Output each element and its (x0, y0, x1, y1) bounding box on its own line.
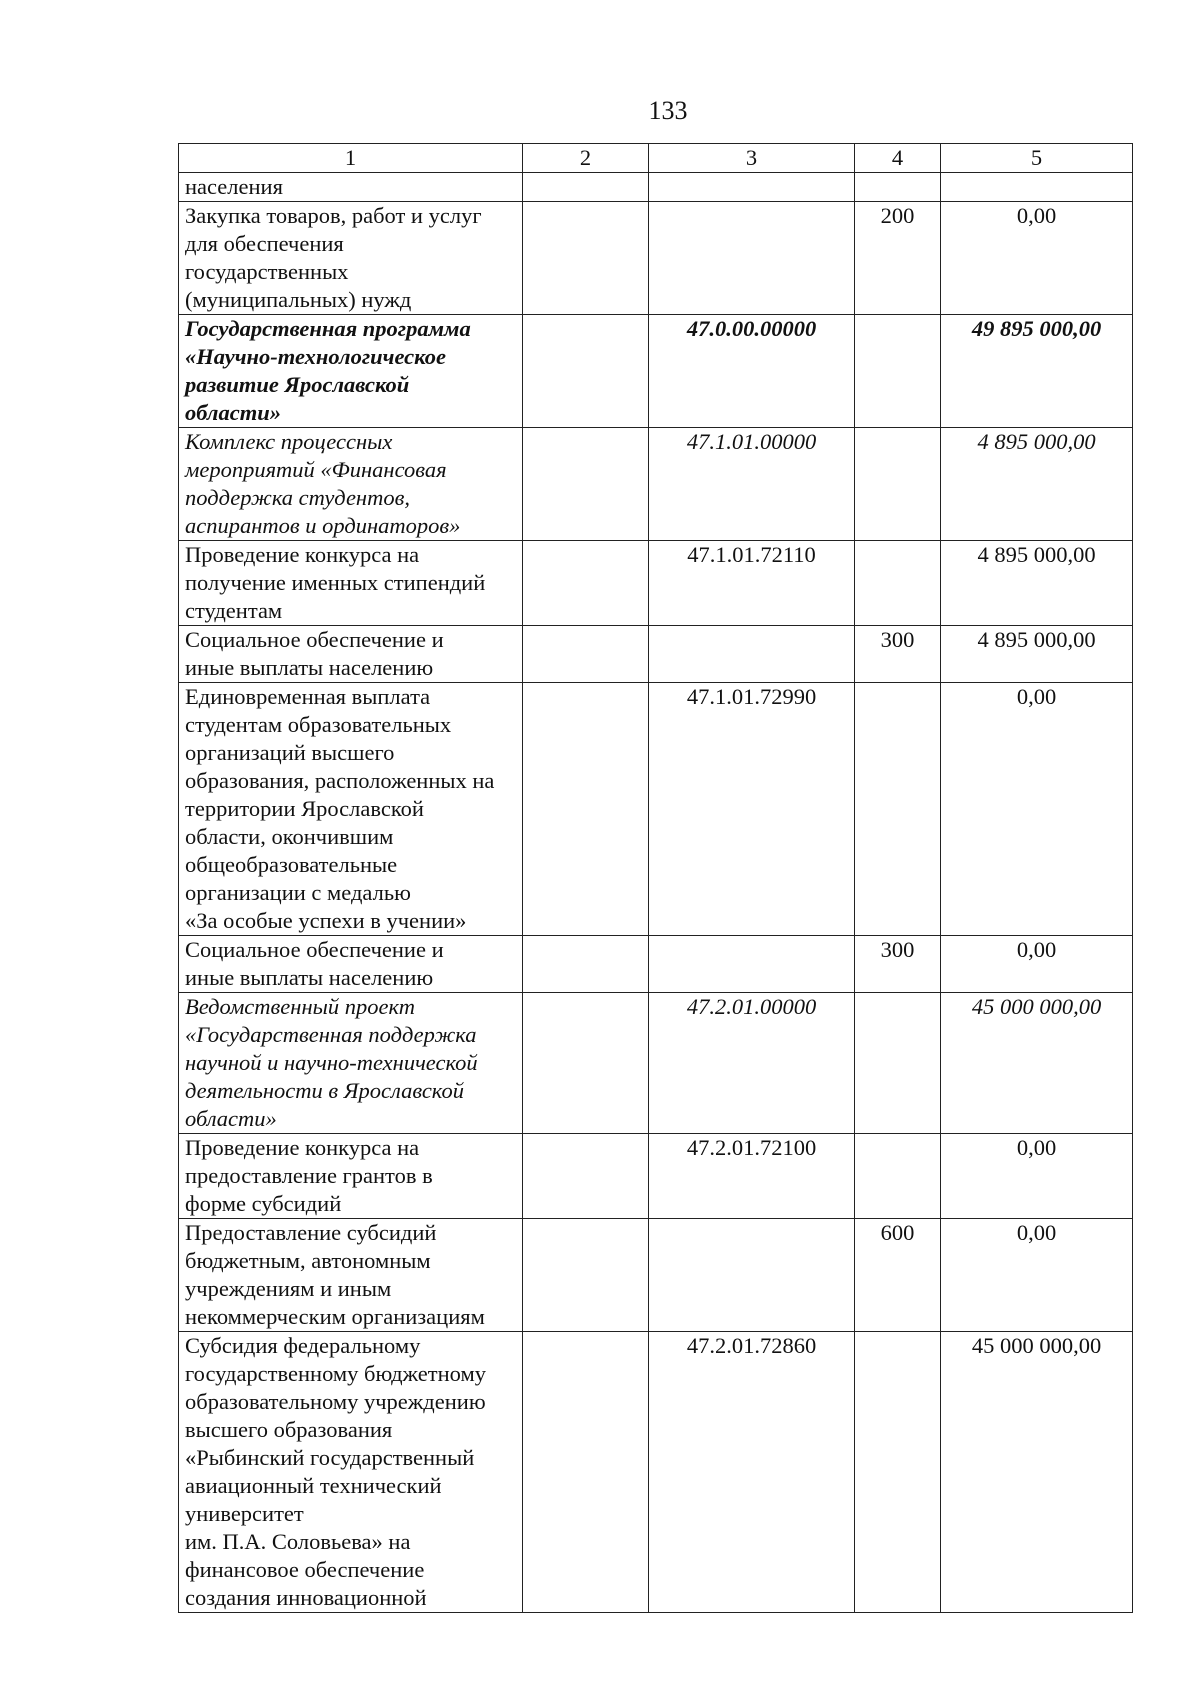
row-name-cell: Государственная программа «Научно-технологическое развитие Ярославской области» (179, 315, 523, 428)
row-code-cell (649, 626, 855, 683)
row-amount-cell: 0,00 (941, 936, 1133, 993)
row-amount-cell: 0,00 (941, 683, 1133, 936)
row-amount-cell: 45 000 000,00 (941, 1332, 1133, 1613)
row-name-cell: Ведомственный проект «Государственная поддержка научной и научно-технической деятельности в Ярославской области» (179, 993, 523, 1134)
row-name-cell: Проведение конкурса на получение именных стипендий студентам (179, 541, 523, 626)
row-type-cell (855, 428, 941, 541)
row-amount-cell: 4 895 000,00 (941, 428, 1133, 541)
row-type-cell (855, 541, 941, 626)
row-name-cell: Закупка товаров, работ и услуг для обеспечения государственных (муниципальных) нужд (179, 202, 523, 315)
row-type-cell: 200 (855, 202, 941, 315)
table-body (179, 173, 1133, 1613)
row-type-cell (855, 173, 941, 202)
row-code-cell: 47.0.00.00000 (649, 315, 855, 428)
row-amount-cell: 0,00 (941, 1219, 1133, 1332)
row-name-cell: Социальное обеспечение и иные выплаты населению (179, 936, 523, 993)
table-row (179, 173, 1133, 202)
row-name-cell: Единовременная выплата студентам образовательных организаций высшего образования, расположенных на территории Ярославской области, окончившим общеобразовательные организации с медалью «За особые успехи в учении» (179, 683, 523, 936)
row-amount-cell: 4 895 000,00 (941, 541, 1133, 626)
row-code-cell (649, 1219, 855, 1332)
row-amount-cell: 49 895 000,00 (941, 315, 1133, 428)
column-header-1: 1 (179, 144, 523, 173)
row-name-cell: Предоставление субсидий бюджетным, автономным учреждениям и иным некоммерческим организациям (179, 1219, 523, 1332)
row-column2-cell (523, 936, 649, 993)
table-row (179, 936, 1133, 993)
page-number: 133 (648, 96, 688, 125)
table-row (179, 202, 1133, 315)
table-row (179, 626, 1133, 683)
row-column2-cell (523, 1332, 649, 1613)
column-header-2: 2 (523, 144, 649, 173)
row-code-cell: 47.2.01.72100 (649, 1134, 855, 1219)
table-row (179, 1134, 1133, 1219)
row-type-cell: 300 (855, 936, 941, 993)
row-type-cell (855, 315, 941, 428)
table-row (179, 541, 1133, 626)
row-column2-cell (523, 541, 649, 626)
row-column2-cell (523, 1134, 649, 1219)
row-type-cell (855, 993, 941, 1134)
table-row (179, 315, 1133, 428)
row-code-cell: 47.1.01.72990 (649, 683, 855, 936)
row-type-cell: 600 (855, 1219, 941, 1332)
row-column2-cell (523, 683, 649, 936)
row-type-cell (855, 1134, 941, 1219)
row-amount-cell (941, 173, 1133, 202)
row-name-cell: Социальное обеспечение и иные выплаты населению (179, 626, 523, 683)
row-code-cell (649, 173, 855, 202)
row-type-cell (855, 683, 941, 936)
row-column2-cell (523, 993, 649, 1134)
table-row (179, 428, 1133, 541)
row-amount-cell: 45 000 000,00 (941, 993, 1133, 1134)
row-name-cell: Проведение конкурса на предоставление грантов в форме субсидий (179, 1134, 523, 1219)
row-column2-cell (523, 173, 649, 202)
column-header-3: 3 (649, 144, 855, 173)
row-name-cell: населения (179, 173, 523, 202)
row-amount-cell: 0,00 (941, 1134, 1133, 1219)
table-header-row (179, 144, 1133, 173)
row-code-cell: 47.1.01.00000 (649, 428, 855, 541)
row-code-cell: 47.2.01.72860 (649, 1332, 855, 1613)
row-column2-cell (523, 202, 649, 315)
row-code-cell: 47.1.01.72110 (649, 541, 855, 626)
table-row (179, 683, 1133, 936)
row-name-cell: Субсидия федеральному государственному бюджетному образовательному учреждению высшего образования «Рыбинский государственный авиационный технический университет им. П.А. Соловьева» на финансовое обеспечение создания инновационной (179, 1332, 523, 1613)
row-column2-cell (523, 626, 649, 683)
row-type-cell: 300 (855, 626, 941, 683)
table-row (179, 1219, 1133, 1332)
row-amount-cell: 0,00 (941, 202, 1133, 315)
row-code-cell (649, 936, 855, 993)
row-type-cell (855, 1332, 941, 1613)
budget-table (178, 143, 1133, 1613)
row-amount-cell: 4 895 000,00 (941, 626, 1133, 683)
row-column2-cell (523, 315, 649, 428)
column-header-5: 5 (941, 144, 1133, 173)
table-row (179, 1332, 1133, 1613)
column-header-4: 4 (855, 144, 941, 173)
row-name-cell: Комплекс процессных мероприятий «Финансовая поддержка студентов, аспирантов и ординаторов» (179, 428, 523, 541)
table-row (179, 993, 1133, 1134)
row-column2-cell (523, 428, 649, 541)
row-code-cell (649, 202, 855, 315)
row-code-cell: 47.2.01.00000 (649, 993, 855, 1134)
row-column2-cell (523, 1219, 649, 1332)
